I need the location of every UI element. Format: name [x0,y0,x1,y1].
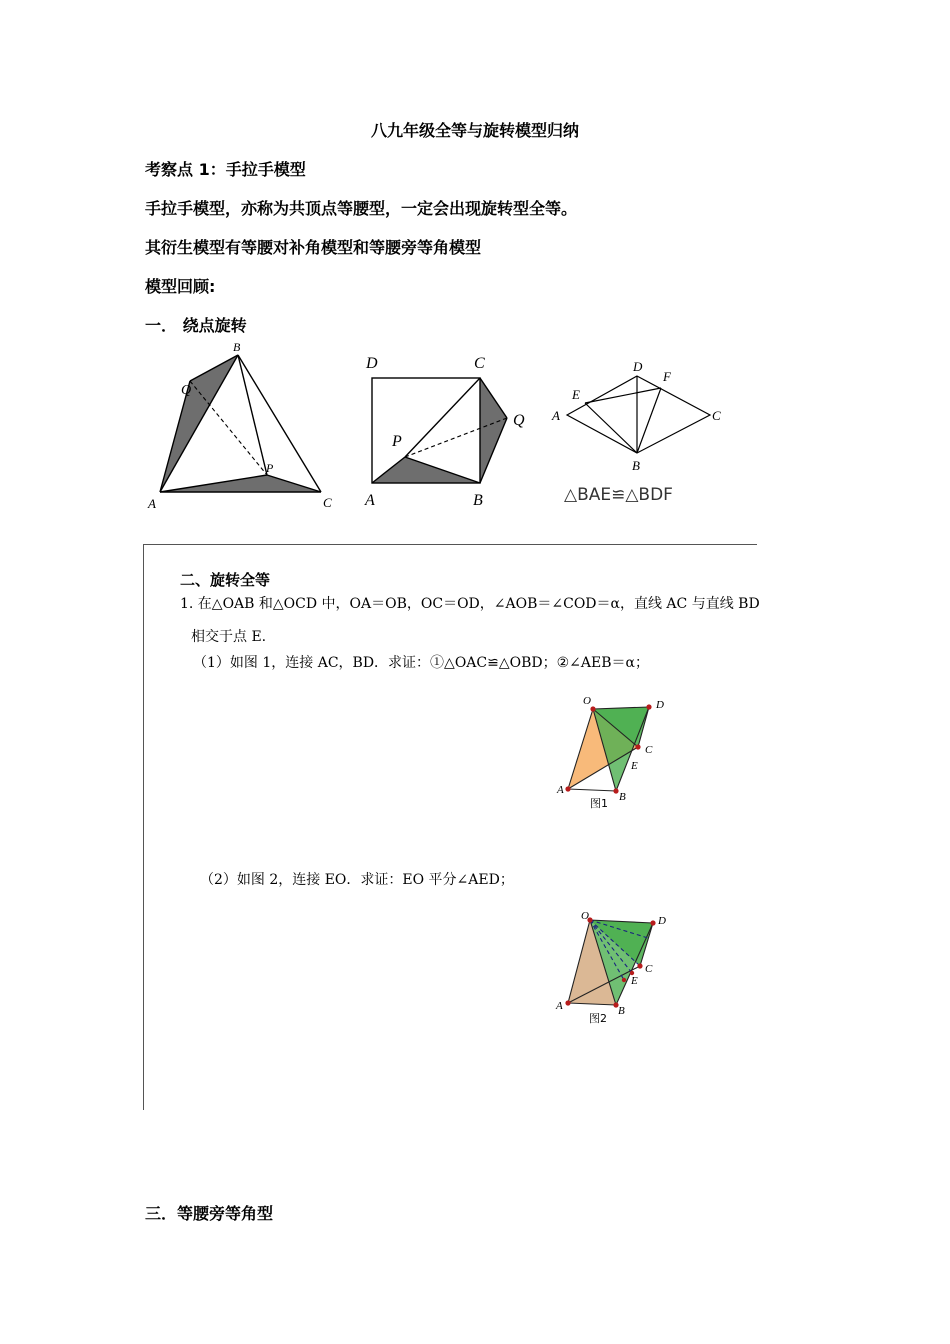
label-a: A [365,492,375,509]
problem-part-1: （1）如图 1，连接 AC，BD．求证：①△OAC≌△OBD；②∠AEB＝α； [193,655,649,671]
figure-rhombus-rotation [545,352,735,512]
label-a: A [148,496,156,511]
label-b: B [618,1005,625,1017]
label-b: B [473,492,483,509]
congruence-caption: △BAE≌△BDF [564,485,673,505]
label-d: D [366,355,378,372]
point-heading: 考察点 1：手拉手模型 [145,160,306,179]
label-e: E [631,760,638,772]
label-b: B [619,791,626,803]
label-a: A [556,1000,563,1012]
problem-line-1: 1. 在△OAB 和△OCD 中，OA＝OB，OC＝OD，∠AOB＝∠COD＝α，直线 AC 与直线 BD [180,596,760,612]
label-q: Q [181,383,192,398]
figure-2-angle-bisector [552,910,682,1030]
label-q: Q [513,412,525,429]
box-top-border [143,544,757,545]
problem-line-2: 相交于点 E. [191,629,267,645]
figure-square-rotation [360,348,540,516]
figure-triangle-rotation [140,338,340,518]
label-c: C [474,355,485,372]
label-a: A [552,408,560,423]
caption-fig-1: 图1 [590,797,608,810]
label-d: D [656,699,664,711]
intro-line-2: 其衍生模型有等腰对补角模型和等腰旁等角模型 [145,238,482,257]
label-c: C [323,495,332,510]
box-left-border [143,544,144,1110]
label-p: P [392,433,402,450]
label-a: A [557,784,564,796]
box-heading: 二、旋转全等 [180,571,271,589]
label-c: C [645,744,653,756]
problem-part-2: （2）如图 2，连接 EO．求证：EO 平分∠AED； [200,872,514,888]
caption-fig-2: 图2 [589,1012,607,1025]
label-c: C [645,963,653,975]
section-3-heading: 三．等腰旁等角型 [145,1204,274,1223]
label-b: B [233,340,241,354]
label-d: D [633,359,643,374]
intro-line-1: 手拉手模型，亦称为共顶点等腰型，一定会出现旋转型全等。 [145,199,578,218]
shaded-triangle-cqb [480,378,507,483]
label-e: E [572,387,580,402]
label-o: O [581,910,589,922]
document-title: 八九年级全等与旋转模型归纳 [370,121,579,140]
section-1-heading: 一． 绕点旋转 [145,316,247,335]
label-d: D [658,915,666,927]
label-b: B [632,458,640,473]
shaded-triangle-apc [160,475,321,492]
label-f: F [663,369,671,384]
label-o: O [583,695,591,707]
label-c: C [712,408,721,423]
figure-1-rotation-congruence [552,693,682,813]
label-p: P [266,461,274,475]
review-heading: 模型回顾: [145,277,216,296]
label-e: E [631,975,638,987]
